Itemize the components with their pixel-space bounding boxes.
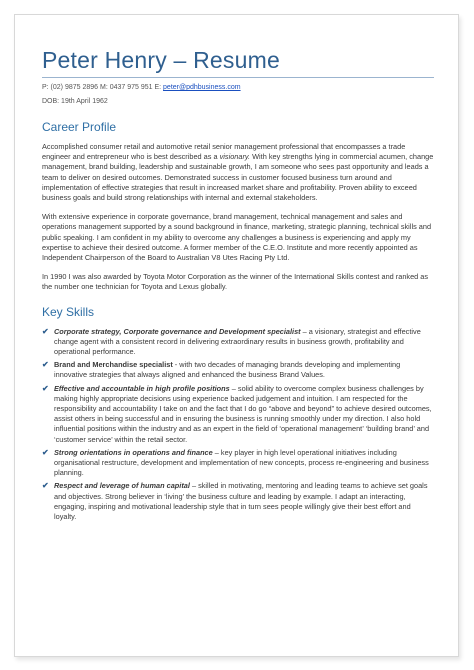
career-p1-end: With key strengths lying in commercial acumen, change management, brand building, leadership and sustainable growth, I am someone who sees past opportunity and leads a team to deliver on desired outcomes. Demonstrated success in customer focused business turn around and implementation of effective strategies that result in increased market share and profitability. Proven ability to exceed business goals and build strong relationships with internal and external stakeholders. xyxy=(42,152,434,203)
career-profile-heading: Career Profile xyxy=(42,120,117,134)
skills-list xyxy=(42,327,434,523)
skill-title: Respect and leverage of human capital xyxy=(54,481,190,491)
skill-item xyxy=(42,448,434,479)
career-p1-start: Accomplished consumer retail and automotive retail senior management professional that encompasses a trade engineer and entrepreneur who is best described as a xyxy=(42,142,406,162)
checkmark-icon: ✔ xyxy=(42,447,49,457)
skill-item xyxy=(42,327,434,358)
visionary-text: visionary. xyxy=(219,152,251,162)
skill-item xyxy=(42,384,434,445)
skill-item xyxy=(42,481,434,522)
skill-item xyxy=(42,360,434,380)
checkmark-icon: ✔ xyxy=(42,383,49,393)
document-title: Resume xyxy=(193,47,280,73)
career-paragraph-3: In 1990 I was also awarded by Toyota Motor Corporation as the winner of the International Skills contest and ranked as the number one technician for Toyota and Lexus globally. xyxy=(42,272,429,292)
skill-title: Effective and accountable in high profile positions xyxy=(54,383,230,393)
dob-line: DOB: 19th April 1962 xyxy=(42,98,108,105)
skill-text: – key player in high level operational initiatives including organisational restructure, development and implementation of new concepts, process re-engineering and business planning. xyxy=(54,447,429,478)
email-link[interactable]: peter@pdhbusiness.com xyxy=(163,84,241,91)
skill-title: Brand and Merchandise specialist xyxy=(54,360,173,370)
key-skills-heading: Key Skills xyxy=(42,304,95,319)
title-divider xyxy=(42,77,434,78)
skill-title: Strong orientations in operations and finance xyxy=(54,447,213,457)
checkmark-icon: ✔ xyxy=(42,360,49,370)
skill-text: – solid ability to overcome complex business challenges by making highly appropriate decisions using experience backed judgement and intuition. I am respected for the responsibility and accountability I take on and the fact that I do go “above and beyond” to achieve desired outcomes, assist others in being successful and in ensuring the business is running smoothly under my direction. I also hold influential positions within the industry and as an expert in the field of ‘operational management’ ‘building brand’ and ‘customer service’ within the retail sector. xyxy=(54,383,432,444)
skill-text: – a visionary, strategist and effective change agent with a consistent record in delivering extraordinary results in business growth, profitability and operational performance. xyxy=(54,326,421,357)
checkmark-icon: ✔ xyxy=(42,326,49,336)
skill-title: Corporate strategy, Corporate governance and Development specialist xyxy=(54,326,301,336)
resume-content xyxy=(42,47,434,525)
person-name: Peter Henry xyxy=(42,47,167,73)
skill-text: - with two decades of managing brands developing and implementing innovative strategies that always aligned and enhanced the business Brand Values. xyxy=(54,360,401,380)
checkmark-icon: ✔ xyxy=(42,481,49,491)
career-paragraph-1 xyxy=(42,142,434,203)
title-separator: – xyxy=(166,47,194,73)
page-title xyxy=(42,47,434,73)
skill-text: – skilled in motivating, mentoring and leading teams to achieve set goals and objectives. Strong believer in ‘living’ the business culture and leading by example. I adapt an interacting, engaging, inspiring and motivational leadership style that in turn sees people willingly give their best effort and loyalty. xyxy=(54,481,428,522)
contact-phone-text: P: (02) 9875 2896 M: 0437 975 951 E: xyxy=(42,84,164,91)
contact-line xyxy=(42,83,434,92)
career-paragraph-2: With extensive experience in corporate governance, brand management, technical management and sales and operations management supported by a sound background in finance, marketing, strategic planning, technical skills and public speaking. I am confident in my ability to overcome any challenges a business is experiencing and apply my expertise to achieve their desired outcome. A former member of the C.E.O. Institute and more recently appointed as Independent Chairperson of the Board to Australian V8 Utes Racing Pty Ltd. xyxy=(42,212,432,263)
resume-page xyxy=(14,14,459,657)
